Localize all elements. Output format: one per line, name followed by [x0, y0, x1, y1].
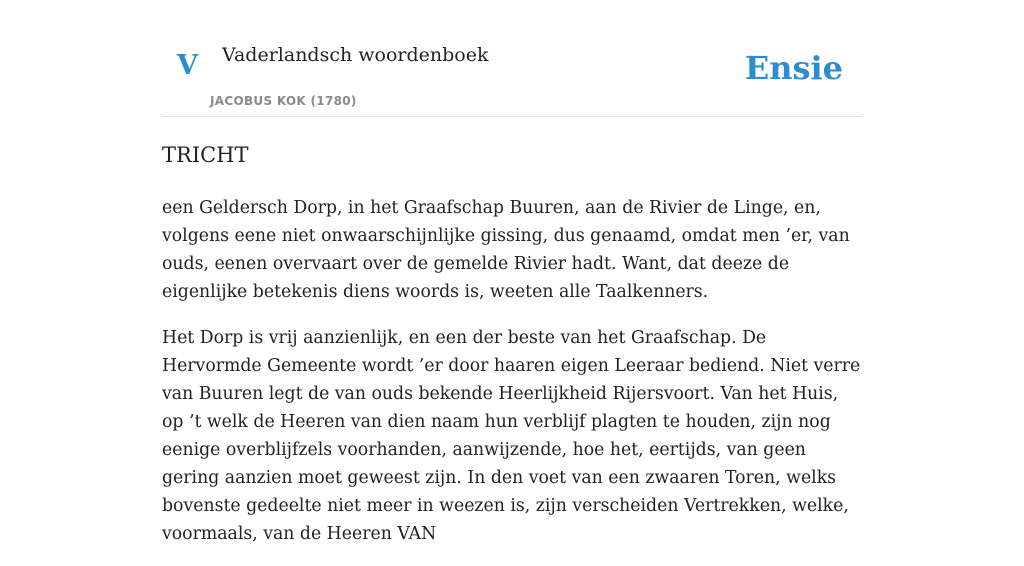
book-author: JACOBUS KOK (1780) [210, 94, 357, 108]
entry-paragraph: Het Dorp is vrij aanzienlijk, en een der beste van het Graafschap. De Hervormde Gemeente wordt ’er door haaren eigen Leeraar bediend. Niet verre van Buuren legt de van ouds bekende Heerlijkheid Rijersvoort. Van het Huis, op ’t welk de Heeren van dien naam hun verblijf plagten te houden, zijn nog eenige overblijfzels voorhanden, aanwijzende, hoe het, eertijds, van geen gering aanzien moet geweest zijn. In den voet van een zwaaren Toren, welks bovenste gedeelte niet meer in weezen is, zijn verscheiden Vertrekken, welke, voormaals, van de Heeren VAN [162, 328, 861, 544]
entry-content [162, 140, 862, 566]
book-letter-logo[interactable]: V [177, 50, 198, 81]
entry-title: TRICHT [162, 143, 249, 167]
header [162, 0, 862, 117]
brand-logo[interactable]: Ensie [744, 49, 843, 87]
book-title[interactable]: Vaderlandsch woordenboek [222, 44, 489, 66]
entry-paragraph: een Geldersch Dorp, in het Graafschap Buuren, aan de Rivier de Linge, en, volgens eene niet onwaarschijnlijke gissing, dus genaamd, omdat men ’er, van ouds, eenen overvaart over de gemelde Rivier hadt. Want, dat deeze de eigenlijke betekenis diens woords is, weeten alle Taalkenners. [162, 198, 850, 302]
